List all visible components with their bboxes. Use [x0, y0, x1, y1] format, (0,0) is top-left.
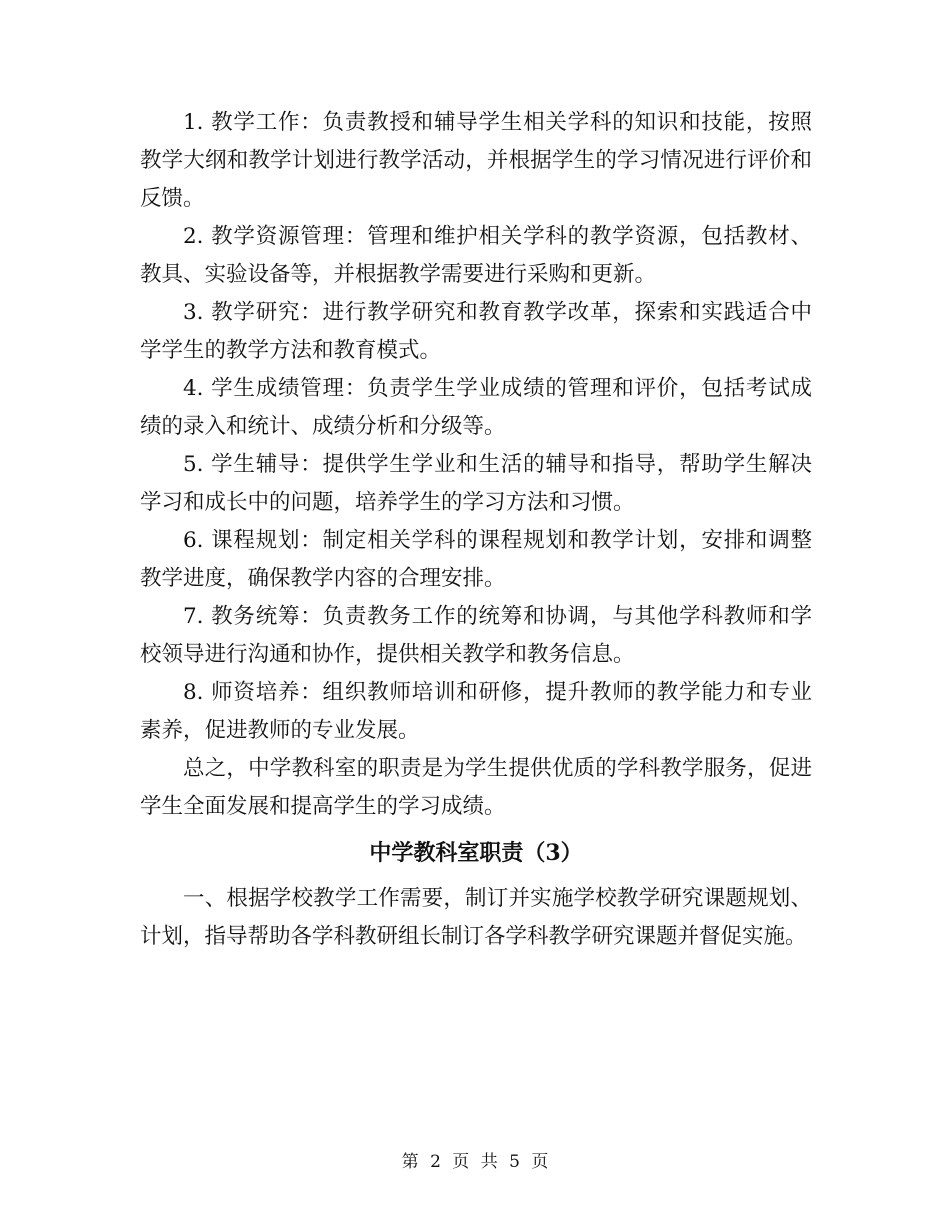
paragraph-curriculum-planning: 6. 课程规划：制定相关学科的课程规划和教学计划，安排和调整教学进度，确保教学内容的合理安排。 — [140, 528, 812, 591]
paragraph-student-guidance: 5. 学生辅导：提供学生学业和生活的辅导和指导，帮助学生解决学习和成长中的问题，培养学生的学习方法和习惯。 — [140, 452, 812, 515]
section-paragraph-1: 一、根据学校教学工作需要，制订并实施学校教学研究课题规划、计划，指导帮助各学科教研组长制订各学科教学研究课题并督促实施。 — [140, 886, 812, 949]
page-number-footer: 第 2 页 共 5 页 — [401, 1152, 549, 1172]
paragraph-teaching-research: 3. 教学研究：进行教学研究和教育教学改革，探索和实践适合中学学生的教学方法和教育模式。 — [140, 300, 812, 363]
section-title: 中学教科室职责（3） — [369, 840, 583, 866]
page-content — [140, 104, 812, 956]
paragraph-grade-management: 4. 学生成绩管理：负责学生学业成绩的管理和评价，包括考试成绩的录入和统计、成绩分析和分级等。 — [140, 376, 812, 439]
paragraph-summary: 总之，中学教科室的职责是为学生提供优质的学科教学服务，促进学生全面发展和提高学生的学习成绩。 — [140, 756, 812, 819]
paragraph-teaching-work: 1. 教学工作：负责教授和辅导学生相关学科的知识和技能，按照教学大纲和教学计划进行教学活动，并根据学生的学习情况进行评价和反馈。 — [140, 110, 812, 211]
paragraph-academic-coordination: 7. 教务统筹：负责教务工作的统筹和协调，与其他学科教师和学校领导进行沟通和协作，提供相关教学和教务信息。 — [140, 604, 812, 667]
paragraph-resource-management: 2. 教学资源管理：管理和维护相关学科的教学资源，包括教材、教具、实验设备等，并根据教学需要进行采购和更新。 — [140, 224, 812, 287]
paragraph-teacher-training: 8. 师资培养：组织教师培训和研修，提升教师的教学能力和专业素养，促进教师的专业发展。 — [140, 680, 812, 743]
